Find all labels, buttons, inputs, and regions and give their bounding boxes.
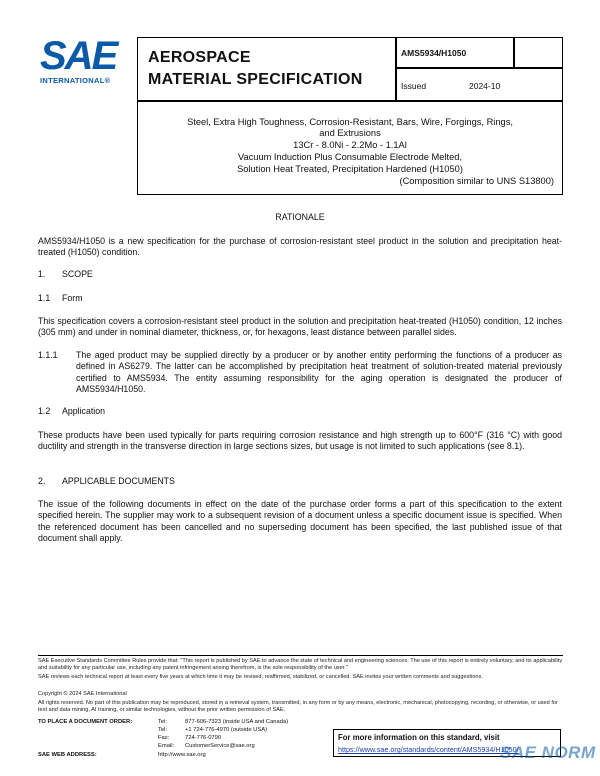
footer-divider xyxy=(38,655,563,656)
issued-label: Issued xyxy=(401,81,427,91)
section-1-heading xyxy=(38,269,93,279)
title-line-2: MATERIAL SPECIFICATION xyxy=(148,71,363,88)
footer-copyright: Copyright © 2024 SAE International xyxy=(38,691,127,697)
section-1-1-1-text: The aged product may be supplied directly by a producer or by another entity performing the functions of a producer as defined in AS6279. The latter can be accomplished by precipitation heat treatment of solution-treated material previously certified to AMS5934. The entity assuming responsibility for the aging operation is designated the producer of AMS5934/H1050. xyxy=(76,350,562,394)
description-box xyxy=(137,101,563,195)
email-value[interactable]: CustomerService@sae.org xyxy=(185,743,255,749)
section-1-2-text: These products have been used typically for parts requiring corrosion resistance and high strength up to 600°F (316 °C) with good ductility and strength in the transverse direction in large sections sizes, but usage is not limited to such applications (see 8.1). xyxy=(38,430,562,452)
issued-date: 2024-10 xyxy=(469,81,501,91)
description-line-6: (Composition similar to UNS S13800) xyxy=(399,176,554,186)
order-label: TO PLACE A DOCUMENT ORDER: xyxy=(38,719,133,725)
tel-value: 877-606-7323 (inside USA and Canada) xyxy=(185,719,289,725)
logo-subtitle xyxy=(40,76,122,85)
section-1-2-title: Application xyxy=(62,406,106,416)
logo-sub-text: INTERNATIONAL xyxy=(40,76,105,85)
tel-label: Tel: xyxy=(158,719,168,725)
title-line-1: AEROSPACE xyxy=(148,49,251,66)
section-1-1-heading xyxy=(38,293,83,303)
footer-review: SAE reviews each technical report at least every five years at which time it may be revised, reaffirmed, stabilized, or cancelled. SAE invites your written comments and suggestions. xyxy=(38,674,483,680)
footer-rules: SAE Executive Standards Committee Rules provide that: "This report is published by SAE to advance the state of technical and engineering sciences. The use of this report is entirely voluntary, and its applicability and suitability for any particular use, including any patent infringement arising therefrom, is the sole responsibility of the user." xyxy=(38,658,563,672)
footer-rights: All rights reserved. No part of this publication may be reproduced, stored in a retrieval system, transmitted, in any form or by any means, electronic, mechanical, photocopying, recording, or otherwise, or used for text and data mining, AI training, or similar technologies, without the prior written permission of SAE. xyxy=(38,700,558,714)
description-line-4: Vacuum Induction Plus Consumable Electrode Melted, xyxy=(237,152,463,162)
order-contact-block xyxy=(38,719,338,769)
sae-logo xyxy=(40,34,122,86)
section-2-heading xyxy=(38,476,175,486)
description-line-1: Steel, Extra High Toughness, Corrosion-Resistant, Bars, Wire, Forgings, Rings, xyxy=(187,117,513,127)
spec-title-box xyxy=(137,37,396,101)
section-1-title: SCOPE xyxy=(62,269,93,279)
issued-box xyxy=(396,68,563,101)
web-value[interactable]: http://www.sae.org xyxy=(158,752,206,758)
tel2-value: +1 724-776-4970 (outside USA) xyxy=(185,727,268,733)
more-info-link[interactable]: https://www.sae.org/standards/content/AMS5934/H1050/ xyxy=(338,745,519,754)
section-1-1-title: Form xyxy=(62,293,83,303)
section-2-number: 2. xyxy=(38,476,46,486)
section-1-number: 1. xyxy=(38,269,46,279)
section-1-1-1-number: 1.1.1 xyxy=(38,350,58,360)
section-1-2-heading xyxy=(38,406,105,416)
rationale-text: AMS5934/H1050 is a new specification for the purchase of corrosion-resistant steel product in the solution and precipitation heat-treated (H1050) condition. xyxy=(38,236,562,258)
spec-number: AMS5934/H1050 xyxy=(401,48,467,58)
fax-value: 724-776-0790 xyxy=(185,735,222,741)
web-label: SAE WEB ADDRESS: xyxy=(38,752,97,758)
fax-label: Fax: xyxy=(158,735,170,741)
spec-number-box xyxy=(396,37,514,68)
section-2-title: APPLICABLE DOCUMENTS xyxy=(62,476,175,486)
section-1-2-number: 1.2 xyxy=(38,406,51,416)
email-label: Email: xyxy=(158,743,175,749)
description-line-5: Solution Heat Treated, Precipitation Hardened (H1050) xyxy=(237,164,463,174)
section-1-1-number: 1.1 xyxy=(38,293,51,303)
rationale-heading: RATIONALE xyxy=(275,212,325,222)
section-1-1-text: This specification covers a corrosion-resistant steel product in the solution and precipitation heat-treated (H1050) condition, 12 inches (305 mm) and under in nominal diameter, thickness, or, for hexagons, least distance between parallel sides. xyxy=(38,316,562,338)
tel2-label: Tel: xyxy=(158,727,168,733)
more-info-title: For more information on this standard, visit xyxy=(338,733,500,742)
description-line-3: 13Cr - 8.0Ni - 2.2Mo - 1.1Al xyxy=(293,140,407,150)
spec-number-blank-cell xyxy=(514,37,563,68)
logo-brand: SAE xyxy=(40,34,117,78)
section-2-text: The issue of the following documents in effect on the date of the purchase order forms a part of this specification to the extent specified herein. The supplier may work to a subsequent revision of a document unless a specific document issue is specified. When the referenced document has been cancelled and no superseding document has been specified, the last published issue of that document shall apply. xyxy=(38,499,562,543)
description-line-2: and Extrusions xyxy=(319,128,381,138)
logo-registered-mark: ® xyxy=(104,76,111,85)
watermark: SAE NORM xyxy=(500,743,596,762)
